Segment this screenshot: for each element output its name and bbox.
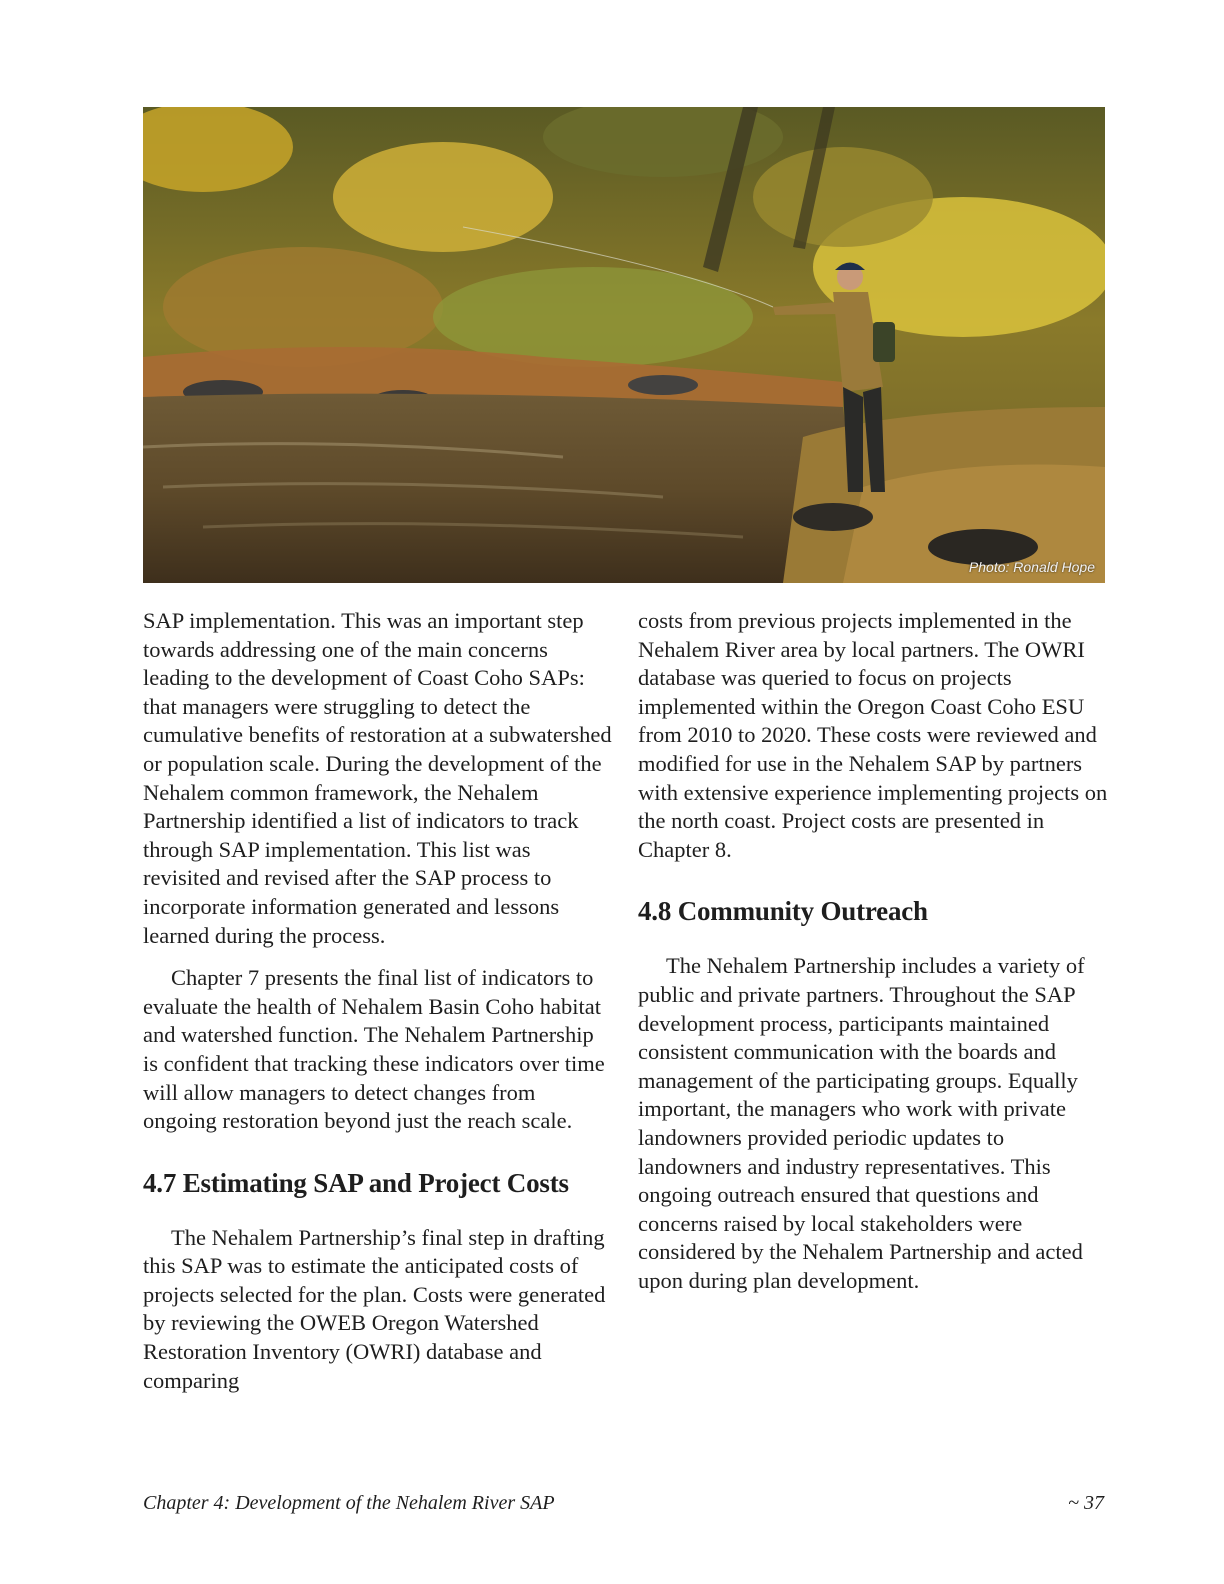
paragraph: SAP implementation. This was an important step towards addressing one of the main concerns leading to the development of Coast Coho SAPs: that managers were struggling to detect the cumulative benefits of restoration at a subwatershed or population scale. During the development of the Nehalem common framework, the Nehalem Partnership identified a list of indicators to track through SAP implementation. This list was revisited and revised after the SAP process to incorporate information generated and lessons learned during the process. [143, 608, 612, 948]
paragraph: The Nehalem Partnership’s final step in drafting this SAP was to estimate the anticipated costs of projects selected for the plan. Costs were generated by reviewing the OWEB Oregon Watershed Restoration Inventory (OWRI) database and comparing [143, 1224, 606, 1393]
river-photo [143, 107, 1105, 583]
paragraph: The Nehalem Partnership includes a variety of public and private partners. Throughout the SAP development process, participants maintained consistent communication with the boards and management of the participating groups. Equally important, the managers who work with private landowners provided periodic updates to landowners and industry representatives. This ongoing outreach ensured that questions and concerns raised by local stakeholders were considered by the Nehalem Partnership and acted upon during plan development. [638, 953, 1085, 1293]
photo-credit: Photo: Ronald Hope [968, 559, 1095, 575]
paragraph: Chapter 7 presents the final list of indicators to evaluate the health of Nehalem Basin Coho habitat and watershed function. The Nehalem Partnership is confident that tracking these indicators over time will allow managers to detect changes from ongoing restoration beyond just the reach scale. [143, 965, 605, 1134]
footer-chapter: Chapter 4: Development of the Nehalem River SAP [143, 1492, 555, 1514]
paragraph: costs from previous projects implemented in the Nehalem River area by local partners. The OWRI database was queried to focus on projects implemented within the Oregon Coast Coho ESU from 2010 to 2020. These costs were reviewed and modified for use in the Nehalem SAP by partners with extensive experience implementing projects on the north coast. Project costs are presented in Chapter 8. [638, 608, 1108, 862]
section-heading-4-8: 4.8 Community Outreach [638, 896, 928, 927]
left-column [143, 607, 613, 1395]
right-column [638, 607, 1108, 1295]
section-heading-4-7: 4.7 Estimating SAP and Project Costs [143, 1167, 569, 1198]
photo-illustration [143, 107, 1105, 583]
page-number: ~ 37 [1068, 1492, 1104, 1514]
